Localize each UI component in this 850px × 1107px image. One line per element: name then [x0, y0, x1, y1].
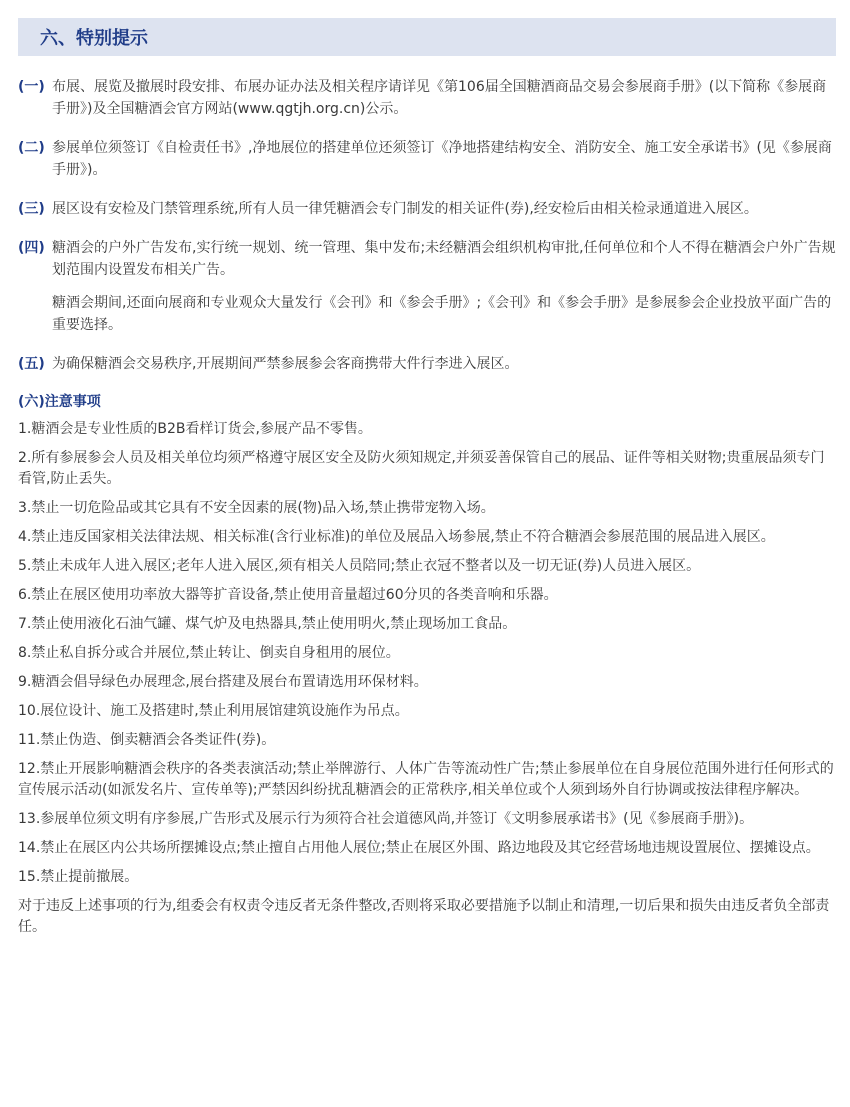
tip-number: (五): [18, 356, 45, 372]
tip-2: [18, 137, 836, 181]
section-header: [18, 18, 836, 56]
tip-4: [18, 237, 836, 336]
notes-item: 9.糖酒会倡导绿色办展理念,展台搭建及展台布置请选用环保材料。: [18, 674, 428, 690]
closing-statement: 对于违反上述事项的行为,组委会有权责令违反者无条件整改,否则将采取必要措施予以制止和清理,一切后果和损失由违反者负全部责任。: [18, 898, 830, 935]
tip-text: 布展、展览及撤展时段安排、布展办证办法及相关程序请详见《第106届全国糖酒商品交易会参展商手册》(以下简称《参展商手册》)及全国糖酒会官方网站(www.qgtjh.org.cn)公示。: [52, 79, 827, 117]
document-page: [18, 18, 836, 938]
notes-item: 11.禁止伪造、倒卖糖酒会各类证件(券)。: [18, 732, 276, 748]
notes-item: 14.禁止在展区内公共场所摆摊设点;禁止擅自占用他人展位;禁止在展区外围、路边地段及其它经营场地违规设置展位、摆摊设点。: [18, 840, 820, 856]
tip-text: 糖酒会的户外广告发布,实行统一规划、统一管理、集中发布;未经糖酒会组织机构审批,任何单位和个人不得在糖酒会户外广告规划范围内设置发布相关广告。: [52, 240, 836, 278]
notes-item: 13.参展单位须文明有序参展,广告形式及展示行为须符合社会道德风尚,并签订《文明参展承诺书》(见《参展商手册》)。: [18, 811, 754, 827]
notes-item: 15.禁止提前撤展。: [18, 869, 139, 885]
tip-5: [18, 353, 836, 375]
notes-item: 7.禁止使用液化石油气罐、煤气炉及电热器具,禁止使用明火,禁止现场加工食品。: [18, 616, 517, 632]
tip-number: (三): [18, 201, 45, 217]
notes-item: 2.所有参展参会人员及相关单位均须严格遵守展区安全及防火须知规定,并须妥善保管自己的展品、证件等相关财物;贵重展品须专门看管,防止丢失。: [18, 450, 825, 487]
tip-number: (四): [18, 240, 45, 256]
notes-title: (六)注意事项: [18, 394, 101, 410]
section-title: 六、特别提示: [40, 28, 148, 49]
notes-item: 6.禁止在展区使用功率放大器等扩音设备,禁止使用音量超过60分贝的各类音响和乐器。: [18, 587, 558, 603]
tip-text: 糖酒会期间,还面向展商和专业观众大量发行《会刊》和《参会手册》;《会刊》和《参会手册》是参展参会企业投放平面广告的重要选择。: [52, 295, 832, 333]
tip-1: [18, 76, 836, 120]
tip-text: 展区设有安检及门禁管理系统,所有人员一律凭糖酒会专门制发的相关证件(券),经安检后由相关检录通道进入展区。: [52, 201, 758, 217]
tip-text: 参展单位须签订《自检责任书》,净地展位的搭建单位还须签订《净地搭建结构安全、消防安全、施工安全承诺书》(见《参展商手册》)。: [52, 140, 832, 178]
notes-item: 12.禁止开展影响糖酒会秩序的各类表演活动;禁止举牌游行、人体广告等流动性广告;禁止参展单位在自身展位范围外进行任何形式的宣传展示活动(如派发名片、宣传单等);严禁因纠纷扰乱糖酒会的正常秩序,相关单位或个人须到场外自行协调或按法律程序解决。: [18, 761, 834, 798]
tip-3: [18, 198, 836, 220]
tip-number: (二): [18, 140, 45, 156]
tip-number: (一): [18, 79, 45, 95]
notes-item: 10.展位设计、施工及搭建时,禁止利用展馆建筑设施作为吊点。: [18, 703, 409, 719]
tip-text: 为确保糖酒会交易秩序,开展期间严禁参展参会客商携带大件行李进入展区。: [52, 356, 519, 372]
notes-item: 1.糖酒会是专业性质的B2B看样订货会,参展产品不零售。: [18, 421, 372, 437]
notes-item: 8.禁止私自拆分或合并展位,禁止转让、倒卖自身租用的展位。: [18, 645, 400, 661]
notes-item: 5.禁止未成年人进入展区;老年人进入展区,须有相关人员陪同;禁止衣冠不整者以及一切无证(券)人员进入展区。: [18, 558, 701, 574]
notes-item: 3.禁止一切危险品或其它具有不安全因素的展(物)品入场,禁止携带宠物入场。: [18, 500, 495, 516]
notes-item: 4.禁止违反国家相关法律法规、相关标准(含行业标准)的单位及展品入场参展,禁止不符合糖酒会参展范围的展品进入展区。: [18, 529, 775, 545]
